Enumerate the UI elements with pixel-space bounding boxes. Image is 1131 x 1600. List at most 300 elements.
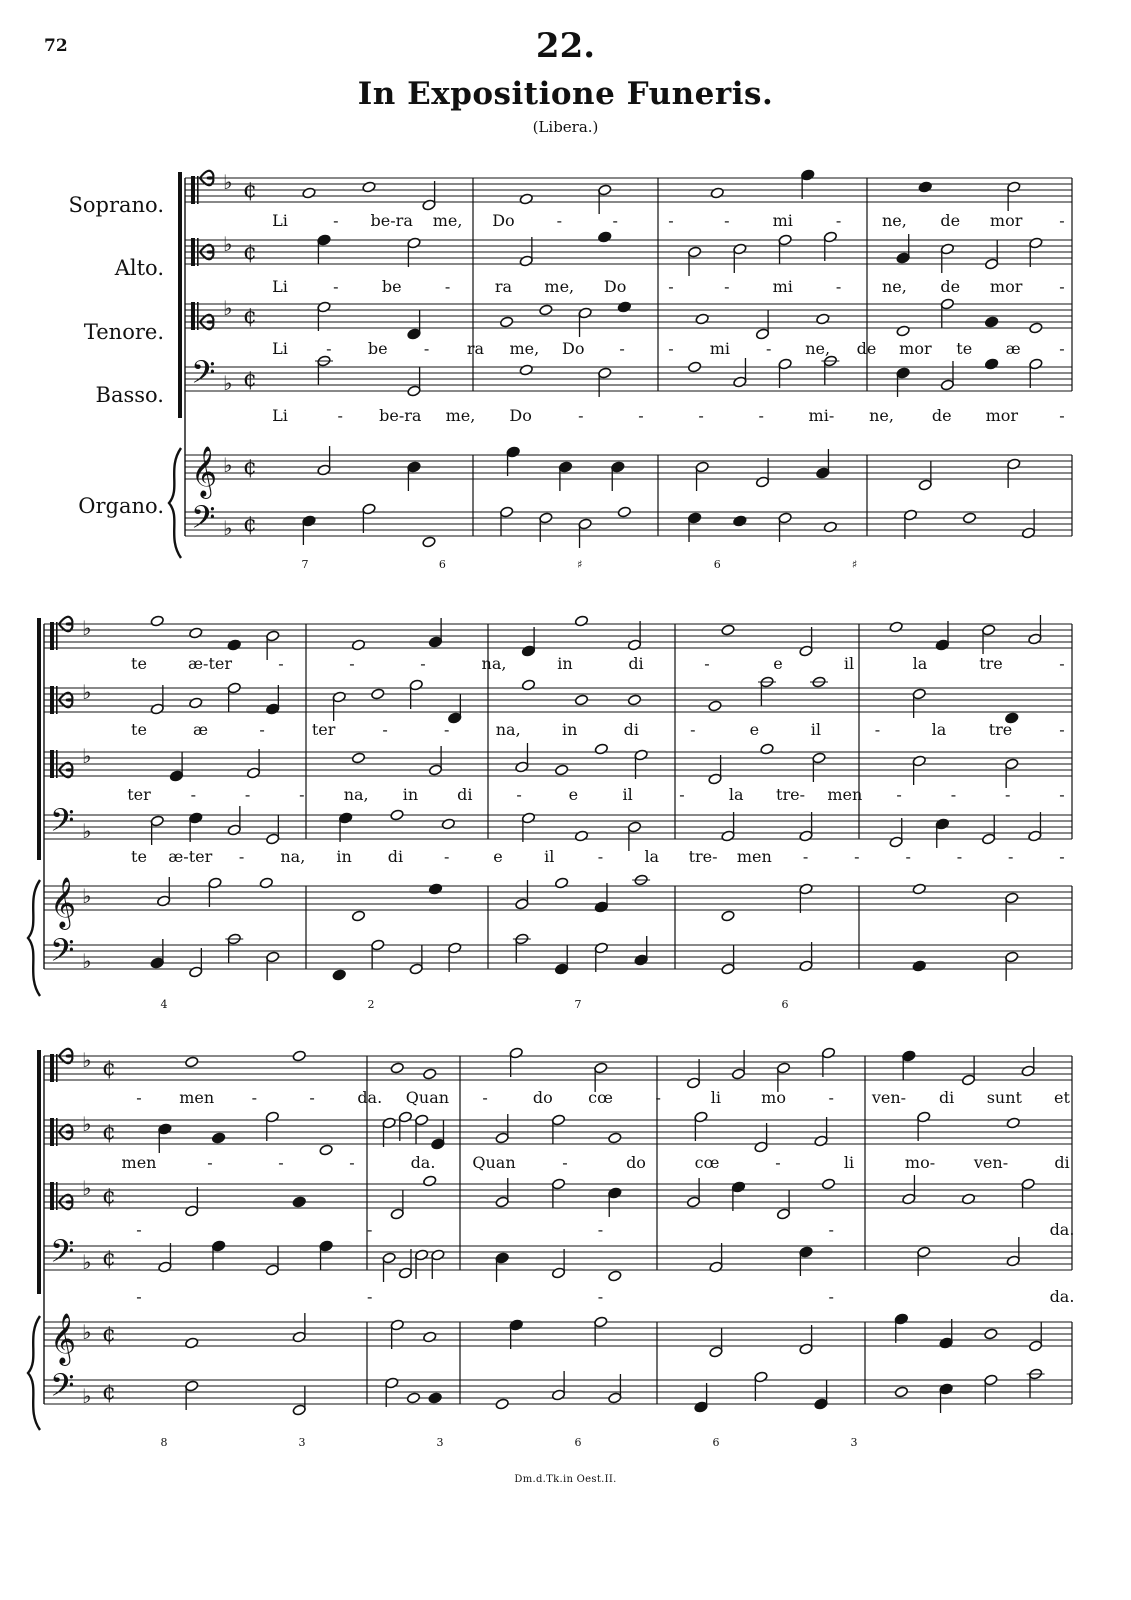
key-flat-s0-v2: ♭ <box>223 296 233 320</box>
note-s2-v5-m4-2 <box>984 1374 998 1404</box>
note-s2-v4-m3-0 <box>709 1328 723 1358</box>
note-s0-v4-m3-0 <box>918 461 932 491</box>
lyric-syllable-s2-v3-3: - <box>828 1287 834 1306</box>
figured-bass-s2-3: 6 <box>574 1436 582 1449</box>
clef-s1-v5: 𝄢 <box>50 932 75 976</box>
figured-bass-s0-0: 7 <box>301 558 309 571</box>
note-s2-v0-m4-0 <box>902 1050 916 1080</box>
note-s1-v1-m4-0 <box>912 688 926 718</box>
lyric-syllable-s0-v0-1: - <box>333 211 339 230</box>
note-s1-v5-m4-1 <box>1005 951 1019 981</box>
note-s0-v0-m0-0 <box>302 187 316 199</box>
lyric-syllable-s1-v2-8: e <box>568 785 579 804</box>
figured-bass-s2-0: 8 <box>160 1436 168 1449</box>
lyric-syllable-s2-v1-9: - <box>775 1153 781 1172</box>
note-s0-v5-m2-3 <box>823 521 837 533</box>
lyric-syllable-s2-v2-3: - <box>828 1220 834 1239</box>
note-s1-v0-m2-1 <box>574 615 588 627</box>
lyric-syllable-s0-v3-3: me, <box>445 406 476 425</box>
note-s2-v0-m0-0 <box>185 1056 199 1068</box>
note-s0-v3-m0-1 <box>407 367 421 397</box>
note-s2-v5-m1-1 <box>406 1392 420 1404</box>
note-s1-v2-m3-1 <box>760 743 774 755</box>
lyric-syllable-s0-v1-0: Li <box>272 277 288 296</box>
note-s2-v1-m0-1 <box>212 1132 226 1144</box>
lyric-syllable-s0-v2-10: - <box>766 339 772 358</box>
lyric-syllable-s2-v1-2: - <box>278 1153 284 1172</box>
note-s2-v2-m1-1 <box>423 1175 437 1187</box>
lyric-syllable-s1-v2-7: - <box>516 785 522 804</box>
note-s1-v2-m0-0 <box>169 752 183 782</box>
note-s1-v4-m2-1 <box>555 877 569 889</box>
lyric-syllable-s1-v0-3: - <box>349 654 355 673</box>
lyric-syllable-s1-v2-16: - <box>1005 785 1011 804</box>
lyric-syllable-s1-v3-12: men <box>736 847 772 866</box>
note-s0-v5-m3-1 <box>962 512 976 524</box>
note-s2-v3-m4-0 <box>917 1246 931 1276</box>
note-s0-v5-m0-2 <box>422 536 436 548</box>
note-s2-v4-m4-3 <box>1029 1322 1043 1352</box>
lyric-syllable-s0-v2-12: de <box>856 339 877 358</box>
lyric-syllable-s0-v2-6: Do <box>562 339 585 358</box>
note-s2-v3-m2-2 <box>608 1270 622 1282</box>
lyric-syllable-s2-v0-13: ven- <box>871 1088 907 1107</box>
note-s1-v3-m4-2 <box>982 815 996 845</box>
lyric-syllable-s2-v1-0: men <box>121 1153 157 1172</box>
note-s0-v2-m2-1 <box>755 310 769 340</box>
lyric-syllable-s2-v1-8: cœ <box>694 1153 720 1172</box>
note-s0-v3-m2-0 <box>688 361 702 373</box>
note-s1-v1-m3-1 <box>760 676 774 706</box>
note-s2-v1-m4-1 <box>1006 1117 1020 1129</box>
note-s2-v2-m3-2 <box>776 1190 790 1220</box>
lyric-syllable-s0-v2-3: - <box>423 339 430 358</box>
lyric-syllable-s2-v3-1: - <box>367 1287 373 1306</box>
lyric-syllable-s1-v3-16: - <box>956 847 963 866</box>
lyric-syllable-s1-v1-2: - <box>259 720 265 739</box>
key-flat-s2-v0: ♭ <box>82 1048 92 1072</box>
figured-bass-s2-5: 3 <box>850 1436 858 1449</box>
lyric-syllable-s2-v2-2: - <box>597 1220 604 1239</box>
lyric-syllable-s1-v3-0: te <box>131 847 147 866</box>
piece-title: In Expositione Funeris. <box>357 76 774 112</box>
clef-s2-v4: 𝄞 <box>50 1313 77 1364</box>
lyric-syllable-s1-v2-17: - <box>1059 785 1065 804</box>
lyric-syllable-s0-v0-3: me, <box>432 211 463 230</box>
note-s0-v2-m2-2 <box>816 313 830 325</box>
lyric-syllable-s0-v0-10: - <box>835 211 842 230</box>
lyric-syllable-s2-v0-14: di <box>938 1088 955 1107</box>
lyric-syllable-s1-v3-13: - <box>802 847 809 866</box>
lyric-syllable-s1-v0-6: in <box>557 654 573 673</box>
piece-number: 22. <box>535 26 596 66</box>
lyric-syllable-s0-v0-5: - <box>556 211 562 230</box>
lyric-syllable-s0-v2-9: mi <box>709 339 731 358</box>
lyric-syllable-s0-v1-6: Do <box>603 277 627 296</box>
lyric-syllable-s1-v1-5: - <box>443 720 450 739</box>
lyric-syllable-s2-v3-2: - <box>597 1287 604 1306</box>
note-s1-v0-m3-0 <box>721 624 735 636</box>
page-number: 72 <box>44 36 68 56</box>
lyric-syllable-s1-v1-11: il <box>810 720 821 739</box>
note-s0-v0-m2-0 <box>710 187 724 199</box>
lyric-syllable-s0-v2-4: ra <box>466 339 485 358</box>
note-s2-v3-m0-3 <box>319 1240 333 1270</box>
lyric-syllable-s2-v1-12: ven- <box>973 1153 1009 1172</box>
note-s1-v2-m1-0 <box>351 752 365 764</box>
note-s0-v5-m2-2 <box>778 512 792 542</box>
note-s1-v1-m1-3 <box>448 694 462 724</box>
lyric-syllable-s1-v0-7: di <box>628 654 644 673</box>
note-s2-v1-m1-2 <box>415 1114 429 1144</box>
lyric-syllable-s0-v2-13: mor <box>899 339 932 358</box>
lyric-syllable-s1-v0-5: na, <box>481 654 507 673</box>
piece-subtitle: (Libera.) <box>532 118 599 136</box>
clef-s2-v5: 𝄢 <box>50 1367 75 1411</box>
lyric-syllable-s0-v1-4: ra <box>494 277 513 296</box>
lyric-syllable-s0-v0-14: - <box>1059 211 1065 230</box>
lyric-syllable-s2-v1-3: - <box>349 1153 355 1172</box>
key-flat-s0-v5: ♭ <box>223 516 233 540</box>
note-s1-v0-m4-0 <box>889 621 903 633</box>
lyric-syllable-s2-v1-11: mo- <box>904 1153 936 1172</box>
key-flat-s0-v1: ♭ <box>223 232 233 256</box>
note-s1-v5-m4-0 <box>912 960 926 972</box>
note-s2-v0-m0-1 <box>292 1050 306 1062</box>
lyric-syllable-s1-v2-14: - <box>896 785 902 804</box>
lyric-syllable-s1-v1-9: - <box>690 720 696 739</box>
lyric-syllable-s1-v3-14: - <box>854 847 860 866</box>
note-s0-v5-m1-0 <box>500 506 514 536</box>
lyric-syllable-s1-v1-7: in <box>562 720 578 739</box>
note-s1-v2-m3-2 <box>812 752 826 782</box>
voice-label-basso: Basso. <box>95 383 164 407</box>
lyric-syllable-s1-v1-0: te <box>131 720 147 739</box>
note-s1-v2-m4-1 <box>1005 758 1019 788</box>
lyric-syllable-s0-v0-0: Li <box>272 211 288 230</box>
note-s2-v3-m1-0 <box>382 1252 396 1282</box>
lyric-syllable-s1-v0-4: - <box>420 654 426 673</box>
lyric-syllable-s1-v3-8: il <box>544 847 555 866</box>
lyric-syllable-s2-v0-5: Quan <box>405 1088 450 1107</box>
note-s2-v3-m3-1 <box>799 1246 813 1276</box>
clef-s2-v0 <box>50 1049 72 1082</box>
note-s1-v5-m1-1 <box>371 939 385 969</box>
note-s2-v2-m2-1 <box>551 1178 565 1208</box>
time-signature-s0-v5: ¢ <box>243 512 257 537</box>
lyric-syllable-s0-v3-13: - <box>1059 406 1065 425</box>
time-signature-s2-v1: ¢ <box>102 1120 116 1145</box>
key-flat-s1-v1: ♭ <box>82 680 92 704</box>
note-s2-v1-m1-3 <box>431 1120 445 1150</box>
voice-label-tenore: Tenore. <box>83 320 164 344</box>
lyric-syllable-s1-v2-2: - <box>244 785 251 804</box>
note-s2-v1-m0-3 <box>319 1144 333 1156</box>
note-s1-v1-m2-1 <box>574 694 588 706</box>
note-s0-v5-m1-3 <box>617 506 631 518</box>
lyric-syllable-s1-v1-6: na, <box>495 720 521 739</box>
note-s2-v0-m3-1 <box>731 1050 745 1080</box>
note-s0-v2-m2-0 <box>695 313 709 325</box>
lyric-syllable-s2-v1-13: di <box>1054 1153 1070 1172</box>
voice-label-soprano: Soprano. <box>68 193 164 217</box>
note-s0-v2-m3-1 <box>940 298 954 328</box>
key-flat-s2-v4: ♭ <box>82 1320 92 1344</box>
lyric-syllable-s0-v2-11: ne, <box>805 339 831 358</box>
lyric-syllable-s1-v1-15: - <box>1059 720 1065 739</box>
note-s0-v2-m3-3 <box>1029 322 1043 334</box>
note-s1-v3-m0-3 <box>266 815 280 845</box>
note-s2-v2-m3-0 <box>686 1178 700 1208</box>
note-s0-v3-m0-0 <box>317 355 331 385</box>
lyric-syllable-s1-v3-9: - <box>597 847 604 866</box>
lyric-syllable-s1-v2-13: men <box>827 785 863 804</box>
lyric-syllable-s0-v1-9: mi <box>772 277 793 296</box>
lyric-syllable-s1-v2-1: - <box>190 785 196 804</box>
lyric-syllable-s0-v2-8: - <box>668 339 674 358</box>
note-s0-v4-m1-2 <box>611 461 625 491</box>
note-s0-v3-m1-0 <box>519 364 533 376</box>
note-s0-v5-m1-2 <box>578 518 592 548</box>
lyric-syllable-s0-v1-3: - <box>444 277 451 296</box>
lyric-syllable-s1-v3-6: - <box>443 847 450 866</box>
time-signature-s0-v2: ¢ <box>243 304 257 329</box>
key-flat-s2-v1: ♭ <box>82 1112 92 1136</box>
note-s1-v1-m3-0 <box>708 700 722 712</box>
note-s0-v0-m0-1 <box>362 181 376 193</box>
time-signature-s0-v4: ¢ <box>243 455 257 480</box>
lyric-syllable-s1-v3-10: la <box>644 847 660 866</box>
lyric-syllable-s1-v2-12: tre- <box>776 785 806 804</box>
lyric-syllable-s1-v1-3: ter <box>311 720 336 739</box>
lyric-syllable-s0-v2-2: be <box>367 339 388 358</box>
lyric-syllable-s0-v3-1: - <box>337 406 343 425</box>
note-s2-v4-m0-0 <box>185 1337 199 1349</box>
note-s1-v4-m1-0 <box>351 910 365 922</box>
figured-bass-s1-2: 7 <box>574 998 582 1011</box>
note-s0-v1-m1-1 <box>598 231 612 243</box>
note-s0-v1-m3-0 <box>896 234 910 264</box>
time-signature-s0-v3: ¢ <box>243 367 257 392</box>
note-s0-v5-m1-1 <box>539 512 553 542</box>
lyric-syllable-s0-v0-13: mor <box>989 211 1023 230</box>
lyric-syllable-s2-v0-15: sunt <box>986 1088 1022 1107</box>
lyric-syllable-s0-v1-13: mor <box>989 277 1023 296</box>
lyric-syllable-s0-v2-15: æ <box>1005 339 1021 358</box>
time-signature-s2-v0: ¢ <box>102 1056 116 1081</box>
figured-bass-s2-2: 3 <box>436 1436 444 1449</box>
lyric-syllable-s2-v3-4: da. <box>1049 1287 1075 1306</box>
lyric-syllable-s1-v0-0: te <box>131 654 147 673</box>
clef-s1-v0 <box>50 617 72 650</box>
key-flat-s1-v3: ♭ <box>82 819 92 843</box>
figured-bass-s0-3: 6 <box>713 558 721 571</box>
note-s1-v3-m1-1 <box>390 809 404 821</box>
note-s2-v0-m4-1 <box>961 1056 975 1086</box>
lyric-syllable-s1-v0-9: e <box>773 654 783 673</box>
figured-bass-s1-3: 6 <box>781 998 789 1011</box>
note-s2-v2-m0-1 <box>292 1196 306 1208</box>
lyric-syllable-s2-v1-10: li <box>843 1153 855 1172</box>
lyric-syllable-s1-v2-5: in <box>402 785 419 804</box>
note-s1-v5-m0-0 <box>150 939 164 969</box>
figured-bass-s2-1: 3 <box>298 1436 306 1449</box>
note-s2-v4-m1-1 <box>423 1331 437 1343</box>
footer-note: Dm.d.Tk.in Oest.II. <box>514 1474 617 1485</box>
note-s1-v0-m0-1 <box>189 627 203 639</box>
clef-s0-v3: 𝄢 <box>191 354 216 398</box>
lyric-syllable-s1-v1-4: - <box>382 720 388 739</box>
lyric-syllable-s0-v3-6: - <box>638 406 644 425</box>
note-s1-v2-m2-1 <box>555 764 569 776</box>
lyric-syllable-s0-v0-6: - <box>612 211 618 230</box>
note-s2-v2-m3-3 <box>821 1178 835 1190</box>
key-flat-s0-v3: ♭ <box>223 371 233 395</box>
note-s1-v4-m0-2 <box>259 877 273 889</box>
note-s1-v1-m2-0 <box>521 679 535 691</box>
lyric-syllable-s2-v0-4: da. <box>357 1088 383 1107</box>
note-s1-v1-m0-1 <box>189 697 203 709</box>
note-s0-v2-m3-2 <box>985 316 999 328</box>
lyric-syllable-s0-v1-1: - <box>333 277 339 296</box>
note-s2-v3-m0-2 <box>265 1246 279 1276</box>
note-s1-v0-m0-0 <box>150 615 164 627</box>
lyric-syllable-s2-v0-0: - <box>136 1088 142 1107</box>
lyric-syllable-s2-v0-12: - <box>828 1088 834 1107</box>
note-s1-v1-m1-1 <box>371 688 385 700</box>
lyric-syllable-s2-v2-1: - <box>367 1220 373 1239</box>
note-s0-v3-m3-0 <box>896 367 910 397</box>
note-s2-v2-m4-1 <box>961 1193 975 1205</box>
lyric-syllable-s1-v1-1: æ <box>193 720 209 739</box>
key-flat-s0-v0: ♭ <box>223 170 233 194</box>
voice-label-alto: Alto. <box>114 256 164 280</box>
note-s2-v5-m0-1 <box>292 1386 306 1416</box>
key-flat-s2-v2: ♭ <box>82 1176 92 1200</box>
note-s2-v5-m4-0 <box>894 1386 908 1398</box>
note-s2-v2-m4-2 <box>1021 1178 1035 1208</box>
lyric-syllable-s1-v1-13: la <box>931 720 947 739</box>
lyric-syllable-s0-v3-4: Do <box>509 406 532 425</box>
lyric-syllable-s1-v1-14: tre <box>988 720 1013 739</box>
note-s0-v5-m2-1 <box>733 515 747 527</box>
note-s0-v1-m2-2 <box>778 234 792 264</box>
lyric-syllable-s2-v1-5: Quan <box>472 1153 516 1172</box>
lyric-syllable-s2-v0-9: - <box>655 1088 661 1107</box>
note-s1-v1-m0-2 <box>227 682 241 712</box>
lyric-syllable-s1-v0-13: - <box>1059 654 1065 673</box>
note-s0-v2-m1-3 <box>617 301 631 313</box>
note-s1-v4-m3-0 <box>721 910 735 922</box>
lyric-syllable-s1-v0-1: æ-ter <box>188 654 232 673</box>
lyric-syllable-s0-v1-8: - <box>724 277 730 296</box>
lyric-syllable-s2-v0-2: - <box>251 1088 258 1107</box>
lyric-syllable-s0-v3-9: mi- <box>808 406 835 425</box>
key-flat-s1-v2: ♭ <box>82 744 92 768</box>
lyric-syllable-s2-v0-10: li <box>710 1088 721 1107</box>
note-s2-v5-m2-0 <box>495 1398 509 1410</box>
organ-brace-1 <box>28 880 40 996</box>
note-s2-v4-m4-2 <box>984 1328 998 1340</box>
lyric-syllable-s0-v3-12: mor <box>985 406 1019 425</box>
time-signature-s2-v5: ¢ <box>102 1380 116 1405</box>
note-s0-v3-m2-3 <box>823 355 837 385</box>
lyric-syllable-s0-v1-7: - <box>668 277 674 296</box>
lyric-syllable-s2-v0-11: mo <box>761 1088 786 1107</box>
figured-bass-s0-4: ♯ <box>851 558 858 571</box>
note-s2-v4-m2-1 <box>594 1316 608 1346</box>
lyric-syllable-s0-v0-7: - <box>668 211 674 230</box>
note-s2-v3-m0-1 <box>212 1240 226 1270</box>
clef-s2-v3: 𝄢 <box>50 1233 75 1277</box>
note-s1-v5-m0-3 <box>266 951 280 981</box>
organ-brace-0 <box>169 448 181 558</box>
lyric-syllable-s0-v1-12: de <box>940 277 961 296</box>
key-flat-s2-v3: ♭ <box>82 1250 92 1274</box>
lyric-syllable-s1-v0-10: il <box>843 654 855 673</box>
lyric-syllable-s2-v3-0: - <box>136 1287 142 1306</box>
lyric-syllable-s0-v0-9: mi <box>772 211 793 230</box>
lyric-syllable-s1-v3-11: tre- <box>688 847 718 866</box>
note-s0-v2-m1-1 <box>539 304 553 316</box>
lyric-syllable-s2-v0-1: men <box>179 1088 215 1107</box>
lyric-syllable-s0-v0-12: de <box>940 211 961 230</box>
note-s2-v0-m1-1 <box>423 1068 437 1080</box>
lyric-syllable-s0-v1-5: me, <box>544 277 575 296</box>
note-s1-v4-m4-1 <box>1005 892 1019 922</box>
lyric-syllable-s2-v1-1: - <box>207 1153 213 1172</box>
figured-bass-s1-1: 2 <box>367 998 375 1011</box>
key-flat-s1-v5: ♭ <box>82 949 92 973</box>
note-s2-v1-m2-2 <box>608 1132 622 1144</box>
lyric-syllable-s0-v3-10: ne, <box>869 406 894 425</box>
lyric-syllable-s0-v3-8: - <box>758 406 764 425</box>
time-signature-s2-v4: ¢ <box>102 1322 116 1347</box>
clef-s0-v4: 𝄞 <box>191 446 218 497</box>
note-s2-v0-m1-0 <box>390 1062 404 1074</box>
note-s1-v0-m1-0 <box>351 639 365 651</box>
note-s1-v3-m2-2 <box>627 821 641 851</box>
lyric-syllable-s1-v2-3: - <box>299 785 305 804</box>
note-s1-v1-m2-2 <box>627 694 641 706</box>
note-s1-v5-m0-2 <box>227 933 241 963</box>
lyric-syllable-s2-v2-4: da. <box>1049 1220 1075 1239</box>
lyric-syllable-s0-v0-2: be-ra <box>370 211 413 230</box>
time-signature-s0-v0: ¢ <box>243 178 257 203</box>
figured-bass-s2-4: 6 <box>712 1436 720 1449</box>
lyric-syllable-s0-v3-2: be-ra <box>379 406 422 425</box>
lyric-syllable-s0-v2-7: - <box>619 339 625 358</box>
note-s1-v3-m2-1 <box>574 830 588 842</box>
note-s2-v5-m4-3 <box>1029 1368 1043 1398</box>
lyric-syllable-s0-v2-5: me, <box>509 339 540 358</box>
note-s1-v4-m1-1 <box>428 883 442 895</box>
lyric-syllable-s1-v3-17: - <box>1008 847 1014 866</box>
lyric-syllable-s1-v2-9: il <box>622 785 633 804</box>
lyric-syllable-s2-v0-16: et <box>1054 1088 1070 1107</box>
note-s0-v4-m1-1 <box>558 461 572 491</box>
lyric-syllable-s0-v0-8: - <box>724 211 730 230</box>
lyric-syllable-s0-v2-1: - <box>326 339 332 358</box>
note-s0-v4-m2-0 <box>695 461 709 491</box>
lyric-syllable-s1-v2-4: na, <box>343 785 369 804</box>
lyric-syllable-s0-v0-4: Do <box>492 211 515 230</box>
lyric-syllable-s1-v2-0: ter <box>127 785 151 804</box>
note-s0-v3-m3-1 <box>940 361 954 391</box>
note-s1-v2-m2-2 <box>594 743 608 755</box>
time-signature-s2-v2: ¢ <box>102 1184 116 1209</box>
note-s1-v0-m1-1 <box>428 618 442 648</box>
